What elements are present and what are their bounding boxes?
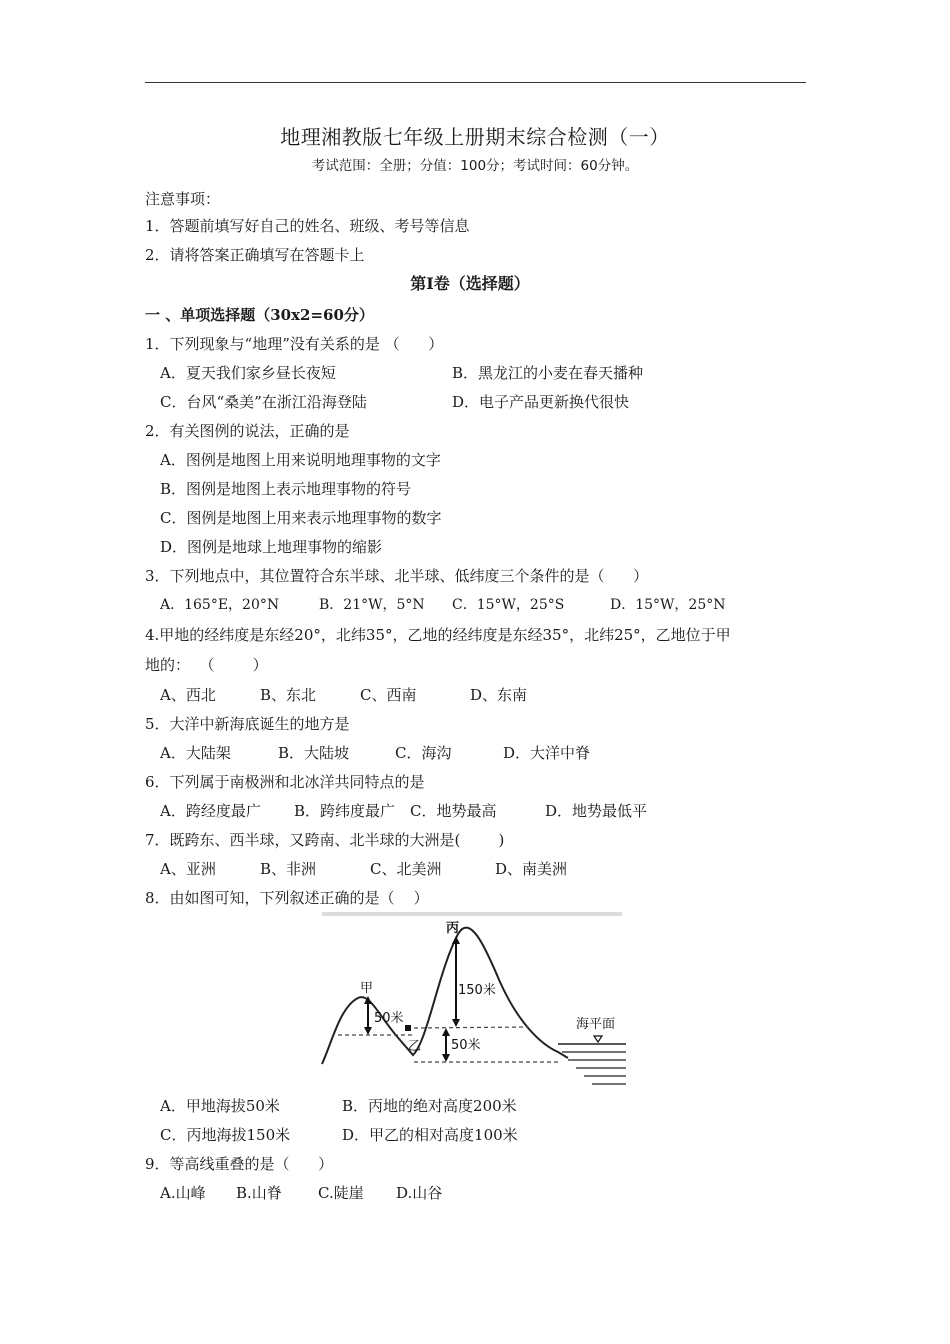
option: C、北美洲 [370, 860, 442, 878]
question-stem: 8．由如图可知，下列叙述正确的是（ ） [145, 889, 429, 907]
option: C．丙地海拔150米 [160, 1126, 291, 1144]
arrow-head [364, 1027, 372, 1035]
question-stem: 6．下列属于南极洲和北冰洋共同特点的是 [145, 773, 425, 791]
question-stem: 7．既跨东、西半球，又跨南、北半球的大洲是( ) [145, 831, 505, 849]
option: B．大陆坡 [278, 744, 350, 762]
option: C．台风“桑美”在浙江沿海登陆 [160, 393, 367, 411]
section-title: 第I卷（选择题） [410, 274, 530, 293]
option: A．大陆架 [160, 744, 231, 762]
option: B.山脊 [236, 1184, 282, 1202]
option: A.山峰 [160, 1184, 206, 1202]
option: A．跨经度最广 [160, 802, 261, 820]
option: B．黑龙江的小麦在春天播种 [452, 364, 644, 382]
arrow-head [442, 1028, 450, 1036]
exam-info: 考试范围：全册；分值：100分；考试时间：60分钟。 [311, 158, 639, 174]
header-rule [145, 82, 806, 83]
option: D．电子产品更新换代很快 [452, 393, 630, 411]
option: D．大洋中脊 [503, 744, 591, 762]
arrow-head [452, 936, 460, 944]
option: B．图例是地图上表示地理事物的符号 [160, 480, 412, 498]
part-heading: 一 、单项选择题（30x2=60分） [145, 306, 374, 324]
question-stem-continued: 地的： （ ） [145, 656, 268, 674]
option: A．165°E，20°N [160, 597, 280, 613]
label-150m: 150米 [458, 983, 496, 998]
option: D．图例是地球上地理事物的缩影 [160, 538, 383, 556]
question-stem: 2．有关图例的说法，正确的是 [145, 422, 350, 440]
option: B．丙地的绝对高度200米 [342, 1097, 517, 1115]
option: B、非洲 [260, 860, 317, 878]
option: D.山谷 [396, 1184, 443, 1202]
page-title: 地理湘教版七年级上册期末综合检测（一） [280, 125, 670, 149]
option: C、西南 [360, 686, 417, 704]
question-stem: 4.甲地的经纬度是东经20°，北纬35°，乙地的经纬度是东经35°，北纬25°，乙地位于甲 [145, 626, 731, 644]
point-marker [405, 1025, 411, 1031]
notice-heading: 注意事项： [145, 190, 221, 208]
scan-artifact [322, 912, 622, 916]
question-stem: 9．等高线重叠的是（ ） [145, 1155, 334, 1173]
option: D、东南 [470, 686, 528, 704]
option: D．地势最低平 [545, 802, 648, 820]
label-yi: 乙 [408, 1039, 422, 1054]
option: B、东北 [260, 686, 317, 704]
terrain-profile-figure [318, 912, 633, 1090]
option: A．夏天我们家乡昼长夜短 [160, 364, 336, 382]
sea-level-symbol [594, 1036, 602, 1042]
option: A．甲地海拔50米 [160, 1097, 280, 1115]
option: B．21°W，5°N [319, 597, 425, 613]
option: C．地势最高 [410, 802, 497, 820]
option: B．跨纬度最广 [294, 802, 396, 820]
question-stem: 5．大洋中新海底诞生的地方是 [145, 715, 350, 733]
arrow-head [452, 1019, 460, 1027]
option: A、亚洲 [160, 860, 216, 878]
option: A．图例是地图上用来说明地理事物的文字 [160, 451, 441, 469]
label-50m-lower: 50米 [451, 1038, 481, 1053]
notice-item: 2．请将答案正确填写在答题卡上 [145, 246, 365, 264]
reference-line [414, 1027, 528, 1028]
label-jia: 甲 [360, 981, 374, 996]
option: C．海沟 [395, 744, 452, 762]
arrow-head [442, 1054, 450, 1062]
question-stem: 3．下列地点中，其位置符合东半球、北半球、低纬度三个条件的是（ ） [145, 567, 649, 585]
label-50m-upper: 50米 [374, 1011, 404, 1026]
notice-item: 1．答题前填写好自己的姓名、班级、考号等信息 [145, 217, 470, 235]
option: C．图例是地图上用来表示地理事物的数字 [160, 509, 442, 527]
question-stem: 1．下列现象与“地理”没有关系的是 （ ） [145, 335, 444, 353]
option: A、西北 [160, 686, 216, 704]
option: D．甲乙的相对高度100米 [342, 1126, 518, 1144]
label-sea-level: 海平面 [576, 1017, 616, 1032]
option: D、南美洲 [495, 860, 568, 878]
option: C.陡崖 [318, 1184, 364, 1202]
label-bing: 丙 [446, 921, 460, 936]
option: D．15°W，25°N [610, 597, 726, 613]
option: C．15°W，25°S [452, 597, 565, 613]
terrain-profile-svg [318, 912, 633, 1090]
